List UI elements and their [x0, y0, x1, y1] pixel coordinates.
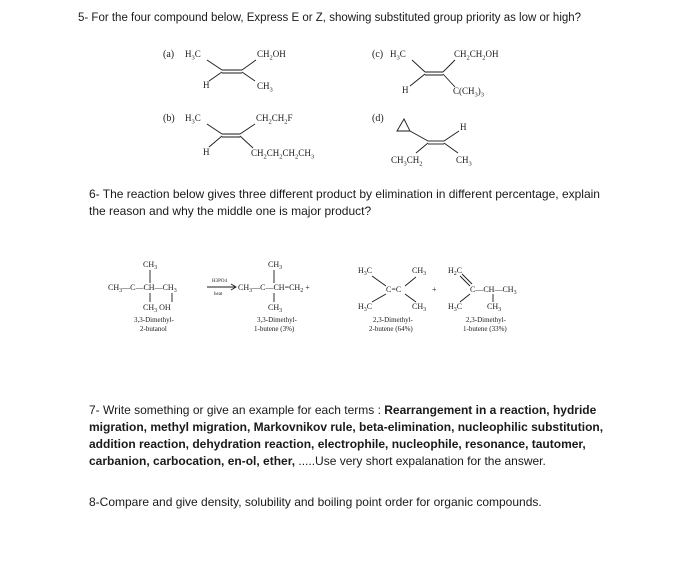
substituent: $H_3C$: [390, 49, 406, 62]
substituent: $CH_3CH_2$: [391, 155, 423, 168]
substituent: $H_3C$: [185, 49, 201, 62]
svg-text:CH3: $CH_3$: [143, 260, 158, 271]
product-name: 1-butene (3%): [254, 325, 295, 333]
substituent: $CH_2OH$: [257, 49, 286, 62]
substituent: $CH_2CH_2CH_2CH_3$: [251, 148, 315, 161]
substituent: H: [460, 122, 467, 132]
cyclopropyl-ring: [397, 119, 410, 131]
question-7-suffix: .....Use very short expalanation for the answer.: [295, 454, 546, 468]
question-7-prefix: 7- Write something or give an example for each terms :: [89, 403, 385, 417]
arrow-reagent: H3PO4: [212, 279, 228, 284]
question-6: 6- The reaction below gives three different product by elimination in different percentage, explain the reason and why the middle one is major product?: [89, 187, 600, 218]
reactant-name: 3,3-Dimethyl-: [134, 316, 174, 324]
substituent: $CH_2CH_2F$: [256, 113, 293, 126]
svg-text:CH3: $CH_3$: [412, 266, 427, 277]
substituent: $CH_2CH_2OH$: [454, 49, 499, 62]
question-7: [89, 402, 619, 470]
product-name: 1-butene (33%): [463, 325, 507, 333]
compound-c: [372, 49, 499, 99]
question-8: 8-Compare and give density, solubility and boiling point order for organic compounds.: [89, 495, 542, 509]
svg-text:+: +: [432, 285, 437, 294]
substituent: $CH_3$: [257, 81, 273, 94]
compound-label: (d): [372, 113, 384, 124]
svg-text:CH3: $CH_3$: [268, 260, 283, 271]
svg-text:C=C: C=C: [386, 285, 402, 294]
substituent: $CH_3$: [456, 155, 472, 168]
svg-text:C—CH—CH3: $C—CH—CH_3$: [470, 285, 517, 296]
svg-text:CH3: $CH_3$: [268, 303, 283, 314]
compound-b: [163, 113, 314, 161]
compound-label: (c): [372, 49, 384, 60]
substituent: H: [203, 80, 210, 90]
reaction-scheme: [108, 260, 517, 333]
svg-text:CH3 OH: $CH_3$ OH: [143, 303, 171, 314]
substituent: H: [203, 147, 210, 157]
svg-text:H3C: $H_3C$: [358, 302, 373, 313]
svg-text:H3C: $H_3C$: [448, 302, 463, 313]
question-7-terms: Rearrangement in a reaction, hydride migration, methyl migration, Markovnikov rule, beta-elimination, nucleophilic substitution, addition reaction, dehydration reaction, electrophile, nucleophile, resonance, tautomer, carbanion, carbocation, en-ol, ether,: [89, 403, 604, 468]
compound-label: (a): [163, 49, 175, 60]
svg-text:H3C: $H_3C$: [358, 266, 373, 277]
svg-text:CH3—C—CH—CH3: $CH_3—C—CH—CH_3$: [108, 283, 177, 294]
compound-a: [163, 49, 286, 94]
substituent: H: [402, 85, 409, 95]
compound-d: [372, 113, 472, 168]
product-name: 3,3-Dimethyl-: [257, 316, 297, 324]
product-name: 2-butene (64%): [369, 325, 413, 333]
product-name: 2,3-Dimethyl-: [373, 316, 413, 324]
arrow-condition: heat: [214, 292, 223, 297]
product-name: 2,3-Dimethyl-: [466, 316, 506, 324]
svg-text:CH3: $CH_3$: [487, 302, 502, 313]
reactant-name: 2-butanol: [140, 325, 167, 333]
substituent: $C(CH_3)_3$: [453, 86, 485, 99]
svg-text:CH3: $CH_3$: [412, 302, 427, 313]
compound-label: (b): [163, 113, 175, 124]
svg-text:CH3—C—CH=CH2 +: $CH_3—C—CH=CH_2$ +: [238, 283, 310, 294]
svg-text:H2C: $H_2C$: [448, 266, 463, 277]
substituent: $H_3C$: [185, 113, 201, 126]
question-5: 5- For the four compound below, Express E or Z, showing substituted group priority as low or high?: [78, 12, 582, 24]
